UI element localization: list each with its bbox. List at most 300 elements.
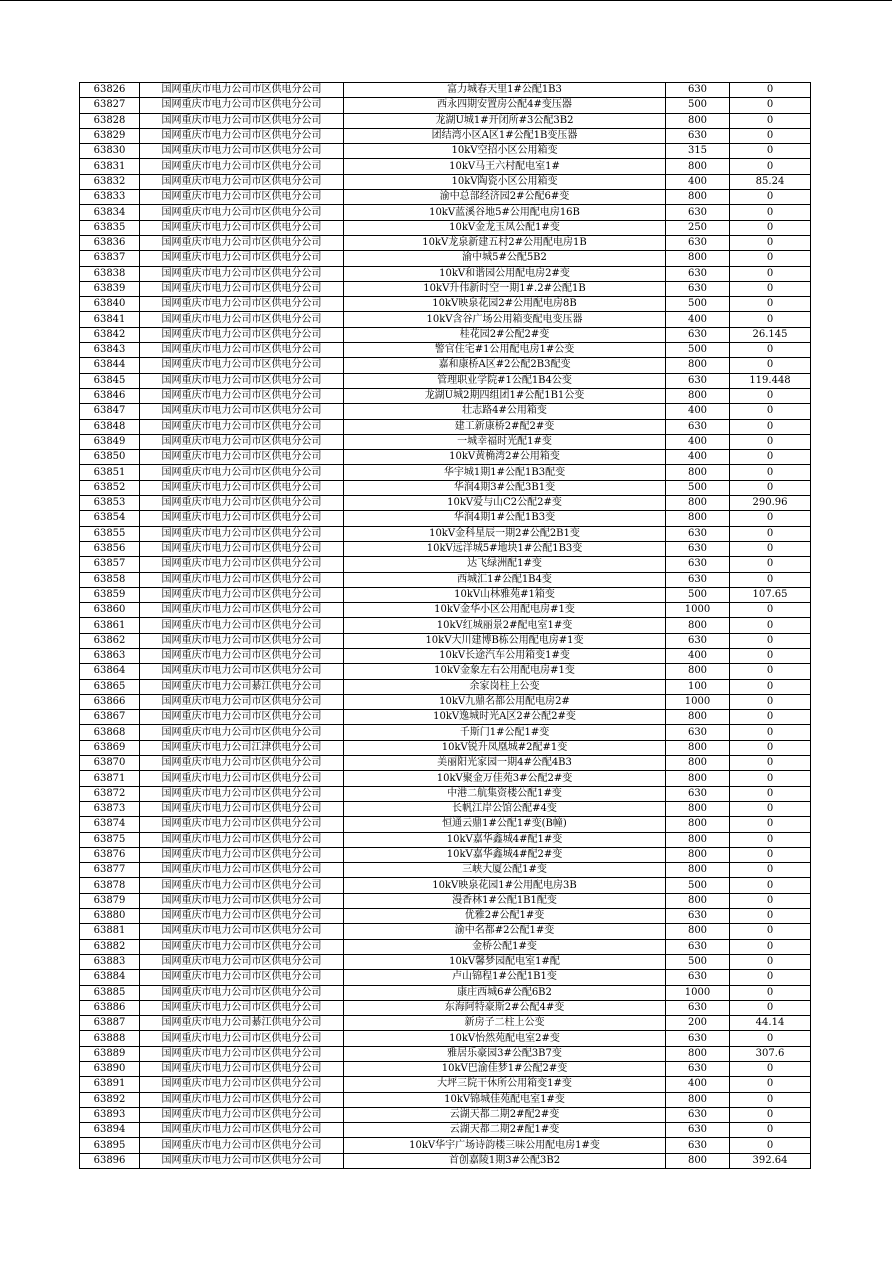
value-cell: 0 <box>730 159 811 174</box>
value-cell: 0 <box>730 465 811 480</box>
company-cell: 国网重庆市电力公司市区供电分公司 <box>140 419 344 434</box>
table-row <box>80 327 811 342</box>
capacity-cell: 800 <box>666 388 730 403</box>
transformer-name-cell: 10kV逸城时光A区2#公配2#变 <box>344 710 666 725</box>
transformer-name-cell: 10kV锐升凤凰城#2配#1变 <box>344 740 666 755</box>
table-row <box>80 633 811 648</box>
row-id-cell: 63882 <box>80 939 140 954</box>
capacity-cell: 800 <box>666 664 730 679</box>
value-cell: 0 <box>730 710 811 725</box>
row-id-cell: 63853 <box>80 496 140 511</box>
table-row <box>80 526 811 541</box>
company-cell: 国网重庆市电力公司市区供电分公司 <box>140 1153 344 1168</box>
row-id-cell: 63863 <box>80 648 140 663</box>
capacity-cell: 400 <box>666 1077 730 1092</box>
capacity-cell: 500 <box>666 297 730 312</box>
value-cell: 0 <box>730 388 811 403</box>
transformer-name-cell: 团结湾小区A区1#公配1B变压器 <box>344 128 666 143</box>
row-id-cell: 63871 <box>80 771 140 786</box>
capacity-cell: 800 <box>666 832 730 847</box>
capacity-cell: 800 <box>666 710 730 725</box>
row-id-cell: 63869 <box>80 740 140 755</box>
row-id-cell: 63835 <box>80 220 140 235</box>
row-id-cell: 63868 <box>80 725 140 740</box>
transformer-name-cell: 渝中城5#公配5B2 <box>344 251 666 266</box>
value-cell: 0 <box>730 648 811 663</box>
company-cell: 国网重庆市电力公司市区供电分公司 <box>140 144 344 159</box>
capacity-cell: 800 <box>666 1092 730 1107</box>
transformer-name-cell: 10kV爱与山C2公配2#变 <box>344 496 666 511</box>
company-cell: 国网重庆市电力公司市区供电分公司 <box>140 893 344 908</box>
table-row <box>80 863 811 878</box>
row-id-cell: 63840 <box>80 297 140 312</box>
table-row <box>80 1062 811 1077</box>
row-id-cell: 63889 <box>80 1046 140 1061</box>
table-row <box>80 587 811 602</box>
transformer-name-cell: 优雅2#公配1#变 <box>344 909 666 924</box>
company-cell: 国网重庆市电力公司市区供电分公司 <box>140 205 344 220</box>
table-row <box>80 725 811 740</box>
table-row <box>80 159 811 174</box>
row-id-cell: 63831 <box>80 159 140 174</box>
table-row <box>80 388 811 403</box>
transformer-name-cell: 西永四期安置房公配4#变压器 <box>344 98 666 113</box>
table-row <box>80 266 811 281</box>
value-cell: 0 <box>730 113 811 128</box>
value-cell: 0 <box>730 909 811 924</box>
company-cell: 国网重庆市电力公司市区供电分公司 <box>140 970 344 985</box>
transformer-name-cell: 10kV金龙玉凤公配1#变 <box>344 220 666 235</box>
table-row <box>80 801 811 816</box>
value-cell: 0 <box>730 190 811 205</box>
transformer-name-cell: 华润4期1#公配1B3变 <box>344 511 666 526</box>
transformer-name-cell: 10kV馨梦园配电室1#配 <box>344 954 666 969</box>
value-cell: 0 <box>730 618 811 633</box>
row-id-cell: 63896 <box>80 1153 140 1168</box>
company-cell: 国网重庆市电力公司市区供电分公司 <box>140 434 344 449</box>
value-cell: 0 <box>730 939 811 954</box>
company-cell: 国网重庆市电力公司市区供电分公司 <box>140 281 344 296</box>
transformer-name-cell: 康庄西城6#公配6B2 <box>344 985 666 1000</box>
table-row <box>80 1138 811 1153</box>
table-row <box>80 1153 811 1168</box>
value-cell: 0 <box>730 434 811 449</box>
row-id-cell: 63878 <box>80 878 140 893</box>
row-id-cell: 63870 <box>80 756 140 771</box>
capacity-cell: 500 <box>666 98 730 113</box>
capacity-cell: 800 <box>666 1046 730 1061</box>
capacity-cell: 630 <box>666 419 730 434</box>
capacity-cell: 800 <box>666 496 730 511</box>
capacity-cell: 500 <box>666 480 730 495</box>
company-cell: 国网重庆市电力公司市区供电分公司 <box>140 496 344 511</box>
capacity-cell: 800 <box>666 159 730 174</box>
row-id-cell: 63836 <box>80 235 140 250</box>
value-cell: 0 <box>730 924 811 939</box>
transformer-name-cell: 10kV含谷广场公用箱变配电变压器 <box>344 312 666 327</box>
value-cell: 0 <box>730 557 811 572</box>
company-cell: 国网重庆市电力公司市区供电分公司 <box>140 1046 344 1061</box>
capacity-cell: 800 <box>666 190 730 205</box>
value-cell: 0 <box>730 786 811 801</box>
capacity-cell: 315 <box>666 144 730 159</box>
value-cell: 0 <box>730 572 811 587</box>
table-row <box>80 434 811 449</box>
capacity-cell: 1000 <box>666 985 730 1000</box>
company-cell: 国网重庆市电力公司市区供电分公司 <box>140 1031 344 1046</box>
transformer-name-cell: 东海阿特豪斯2#公配4#变 <box>344 1000 666 1015</box>
row-id-cell: 63852 <box>80 480 140 495</box>
transformer-table <box>79 82 811 1169</box>
value-cell: 0 <box>730 1062 811 1077</box>
value-cell: 0 <box>730 281 811 296</box>
transformer-name-cell: 余家岗柱上公变 <box>344 679 666 694</box>
transformer-name-cell: 龙湖U城1#开闭所#3公配3B2 <box>344 113 666 128</box>
transformer-name-cell: 10kV嘉华鑫城4#配2#变 <box>344 847 666 862</box>
transformer-name-cell: 渝中名都#2公配1#变 <box>344 924 666 939</box>
company-cell: 国网重庆市电力公司市区供电分公司 <box>140 786 344 801</box>
row-id-cell: 63860 <box>80 603 140 618</box>
capacity-cell: 800 <box>666 801 730 816</box>
row-id-cell: 63827 <box>80 98 140 113</box>
value-cell: 0 <box>730 450 811 465</box>
row-id-cell: 63881 <box>80 924 140 939</box>
table-row <box>80 113 811 128</box>
transformer-name-cell: 10kV红城丽景2#配电室1#变 <box>344 618 666 633</box>
table-row <box>80 786 811 801</box>
company-cell: 国网重庆市电力公司市区供电分公司 <box>140 801 344 816</box>
transformer-name-cell: 渝中总部经济园2#公配6#变 <box>344 190 666 205</box>
table-row <box>80 847 811 862</box>
value-cell: 290.96 <box>730 496 811 511</box>
value-cell: 0 <box>730 343 811 358</box>
table-row <box>80 817 811 832</box>
value-cell: 0 <box>730 297 811 312</box>
table-row <box>80 648 811 663</box>
transformer-name-cell: 桂花园2#公配2#变 <box>344 327 666 342</box>
row-id-cell: 63883 <box>80 954 140 969</box>
row-id-cell: 63867 <box>80 710 140 725</box>
capacity-cell: 800 <box>666 618 730 633</box>
capacity-cell: 630 <box>666 557 730 572</box>
table-row <box>80 373 811 388</box>
company-cell: 国网重庆市电力公司市区供电分公司 <box>140 909 344 924</box>
row-id-cell: 63886 <box>80 1000 140 1015</box>
table-row <box>80 893 811 908</box>
capacity-cell: 200 <box>666 1016 730 1031</box>
value-cell: 0 <box>730 526 811 541</box>
value-cell: 0 <box>730 220 811 235</box>
table-row <box>80 1077 811 1092</box>
row-id-cell: 63856 <box>80 541 140 556</box>
transformer-name-cell: 美丽阳光家园一期4#公配4B3 <box>344 756 666 771</box>
table-row <box>80 128 811 143</box>
capacity-cell: 400 <box>666 312 730 327</box>
row-id-cell: 63845 <box>80 373 140 388</box>
table-row <box>80 281 811 296</box>
table-row <box>80 419 811 434</box>
row-id-cell: 63888 <box>80 1031 140 1046</box>
table-row <box>80 450 811 465</box>
row-id-cell: 63846 <box>80 388 140 403</box>
row-id-cell: 63849 <box>80 434 140 449</box>
capacity-cell: 500 <box>666 343 730 358</box>
table-row <box>80 572 811 587</box>
transformer-name-cell: 10kV升伟新时空一期1#.2#公配1B <box>344 281 666 296</box>
company-cell: 国网重庆市电力公司市区供电分公司 <box>140 480 344 495</box>
table-row <box>80 694 811 709</box>
capacity-cell: 800 <box>666 113 730 128</box>
row-id-cell: 63858 <box>80 572 140 587</box>
company-cell: 国网重庆市电力公司市区供电分公司 <box>140 633 344 648</box>
row-id-cell: 63875 <box>80 832 140 847</box>
transformer-name-cell: 龙湖U城2期四组团1#公配1B1公变 <box>344 388 666 403</box>
table-row <box>80 251 811 266</box>
company-cell: 国网重庆市电力公司市区供电分公司 <box>140 1000 344 1015</box>
capacity-cell: 800 <box>666 1153 730 1168</box>
value-cell: 0 <box>730 1031 811 1046</box>
value-cell: 0 <box>730 511 811 526</box>
company-cell: 国网重庆市电力公司市区供电分公司 <box>140 1062 344 1077</box>
table-row <box>80 358 811 373</box>
transformer-name-cell: 恒通云鼎1#公配1#变(B幢) <box>344 817 666 832</box>
row-id-cell: 63876 <box>80 847 140 862</box>
capacity-cell: 800 <box>666 756 730 771</box>
value-cell: 0 <box>730 541 811 556</box>
transformer-name-cell: 首创嘉陵1期3#公配3B2 <box>344 1153 666 1168</box>
transformer-name-cell: 10kV金象左右公用配电房#1变 <box>344 664 666 679</box>
company-cell: 国网重庆市电力公司市区供电分公司 <box>140 756 344 771</box>
capacity-cell: 250 <box>666 220 730 235</box>
value-cell: 44.14 <box>730 1016 811 1031</box>
value-cell: 0 <box>730 954 811 969</box>
capacity-cell: 100 <box>666 679 730 694</box>
table-row <box>80 98 811 113</box>
row-id-cell: 63887 <box>80 1016 140 1031</box>
value-cell: 85.24 <box>730 174 811 189</box>
company-cell: 国网重庆市电力公司市区供电分公司 <box>140 190 344 205</box>
company-cell: 国网重庆市电力公司市区供电分公司 <box>140 832 344 847</box>
capacity-cell: 630 <box>666 541 730 556</box>
transformer-name-cell: 三峡大厦公配1#变 <box>344 863 666 878</box>
value-cell: 0 <box>730 863 811 878</box>
company-cell: 国网重庆市电力公司市区供电分公司 <box>140 343 344 358</box>
value-cell: 0 <box>730 312 811 327</box>
transformer-name-cell: 长帆江岸公馆公配#4变 <box>344 801 666 816</box>
company-cell: 国网重庆市电力公司市区供电分公司 <box>140 725 344 740</box>
capacity-cell: 630 <box>666 1000 730 1015</box>
value-cell: 0 <box>730 266 811 281</box>
value-cell: 26.145 <box>730 327 811 342</box>
company-cell: 国网重庆市电力公司市区供电分公司 <box>140 603 344 618</box>
transformer-name-cell: 达飞绿洲配1#变 <box>344 557 666 572</box>
transformer-name-cell: 建工新康桥2#配2#变 <box>344 419 666 434</box>
transformer-name-cell: 10kV九鼎名都公用配电房2# <box>344 694 666 709</box>
company-cell: 国网重庆市电力公司市区供电分公司 <box>140 128 344 143</box>
value-cell: 0 <box>730 98 811 113</box>
capacity-cell: 800 <box>666 893 730 908</box>
company-cell: 国网重庆市电力公司市区供电分公司 <box>140 618 344 633</box>
capacity-cell: 630 <box>666 526 730 541</box>
row-id-cell: 63844 <box>80 358 140 373</box>
company-cell: 国网重庆市电力公司市区供电分公司 <box>140 1107 344 1122</box>
transformer-name-cell: 西城汇1#公配1B4变 <box>344 572 666 587</box>
capacity-cell: 1000 <box>666 603 730 618</box>
transformer-name-cell: 10kV黄桷湾2#公用箱变 <box>344 450 666 465</box>
value-cell: 0 <box>730 1000 811 1015</box>
table-row <box>80 190 811 205</box>
value-cell: 107.65 <box>730 587 811 602</box>
capacity-cell: 630 <box>666 786 730 801</box>
transformer-name-cell: 10kV华宇广场诗韵楼三味公用配电房1#变 <box>344 1138 666 1153</box>
table-row <box>80 1092 811 1107</box>
company-cell: 国网重庆市电力公司市区供电分公司 <box>140 266 344 281</box>
company-cell: 国网重庆市电力公司市区供电分公司 <box>140 526 344 541</box>
row-id-cell: 63859 <box>80 587 140 602</box>
transformer-name-cell: 10kV长途汽车公用箱变1#变 <box>344 648 666 663</box>
table-row <box>80 832 811 847</box>
value-cell: 0 <box>730 358 811 373</box>
capacity-cell: 800 <box>666 740 730 755</box>
row-id-cell: 63893 <box>80 1107 140 1122</box>
value-cell: 0 <box>730 603 811 618</box>
company-cell: 国网重庆市电力公司市区供电分公司 <box>140 1123 344 1138</box>
capacity-cell: 800 <box>666 358 730 373</box>
row-id-cell: 63841 <box>80 312 140 327</box>
company-cell: 国网重庆市电力公司市区供电分公司 <box>140 694 344 709</box>
transformer-name-cell: 10kV和谐园公用配电房2#变 <box>344 266 666 281</box>
row-id-cell: 63829 <box>80 128 140 143</box>
capacity-cell: 1000 <box>666 694 730 709</box>
company-cell: 国网重庆市电力公司市区供电分公司 <box>140 83 344 98</box>
capacity-cell: 400 <box>666 648 730 663</box>
company-cell: 国网重庆市电力公司市区供电分公司 <box>140 985 344 1000</box>
row-id-cell: 63895 <box>80 1138 140 1153</box>
company-cell: 国网重庆市电力公司市区供电分公司 <box>140 159 344 174</box>
company-cell: 国网重庆市电力公司市区供电分公司 <box>140 939 344 954</box>
company-cell: 国网重庆市电力公司市区供电分公司 <box>140 404 344 419</box>
row-id-cell: 63826 <box>80 83 140 98</box>
transformer-name-cell: 10kV巴渝佳梦1#公配2#变 <box>344 1062 666 1077</box>
row-id-cell: 63864 <box>80 664 140 679</box>
value-cell: 0 <box>730 205 811 220</box>
company-cell: 国网重庆市电力公司市区供电分公司 <box>140 373 344 388</box>
value-cell: 0 <box>730 832 811 847</box>
row-id-cell: 63877 <box>80 863 140 878</box>
transformer-name-cell: 壮志路4#公用箱变 <box>344 404 666 419</box>
company-cell: 国网重庆市电力公司市区供电分公司 <box>140 174 344 189</box>
table-row <box>80 909 811 924</box>
capacity-cell: 630 <box>666 725 730 740</box>
table-row <box>80 312 811 327</box>
row-id-cell: 63833 <box>80 190 140 205</box>
transformer-name-cell: 管理职业学院#1公配1B4公变 <box>344 373 666 388</box>
table-row <box>80 297 811 312</box>
row-id-cell: 63879 <box>80 893 140 908</box>
capacity-cell: 800 <box>666 771 730 786</box>
table-row <box>80 1016 811 1031</box>
company-cell: 国网重庆市电力公司市区供电分公司 <box>140 954 344 969</box>
table-row <box>80 83 811 98</box>
value-cell: 0 <box>730 1123 811 1138</box>
capacity-cell: 630 <box>666 909 730 924</box>
table-row <box>80 174 811 189</box>
capacity-cell: 630 <box>666 205 730 220</box>
transformer-name-cell: 警官住宅#1公用配电房1#公变 <box>344 343 666 358</box>
table-row <box>80 618 811 633</box>
capacity-cell: 800 <box>666 863 730 878</box>
transformer-name-cell: 10kV马王六村配电室1# <box>344 159 666 174</box>
capacity-cell: 500 <box>666 587 730 602</box>
value-cell: 0 <box>730 419 811 434</box>
capacity-cell: 630 <box>666 83 730 98</box>
value-cell: 119.448 <box>730 373 811 388</box>
transformer-name-cell: 华宇城1期1#公配1B3配变 <box>344 465 666 480</box>
capacity-cell: 800 <box>666 251 730 266</box>
table-row <box>80 710 811 725</box>
company-cell: 国网重庆市电力公司市区供电分公司 <box>140 98 344 113</box>
row-id-cell: 63834 <box>80 205 140 220</box>
row-id-cell: 63880 <box>80 909 140 924</box>
value-cell: 0 <box>730 251 811 266</box>
table-body <box>80 83 811 1169</box>
transformer-name-cell: 卢山锦程1#公配1B1变 <box>344 970 666 985</box>
transformer-name-cell: 10kV金华小区公用配电房#1变 <box>344 603 666 618</box>
company-cell: 国网重庆市电力公司市区供电分公司 <box>140 924 344 939</box>
row-id-cell: 63890 <box>80 1062 140 1077</box>
value-cell: 0 <box>730 404 811 419</box>
transformer-name-cell: 大坪三院干休所公用箱变1#变 <box>344 1077 666 1092</box>
table-row <box>80 954 811 969</box>
row-id-cell: 63839 <box>80 281 140 296</box>
value-cell: 0 <box>730 771 811 786</box>
capacity-cell: 400 <box>666 434 730 449</box>
company-cell: 国网重庆市电力公司市区供电分公司 <box>140 251 344 266</box>
row-id-cell: 63850 <box>80 450 140 465</box>
transformer-name-cell: 金桥公配1#变 <box>344 939 666 954</box>
company-cell: 国网重庆市电力公司市区供电分公司 <box>140 648 344 663</box>
transformer-name-cell: 中港二航集资楼公配1#变 <box>344 786 666 801</box>
table-row <box>80 205 811 220</box>
table-row <box>80 878 811 893</box>
row-id-cell: 63862 <box>80 633 140 648</box>
capacity-cell: 630 <box>666 128 730 143</box>
transformer-name-cell: 10kV龙泉新建五村2#公用配电房1B <box>344 235 666 250</box>
capacity-cell: 400 <box>666 174 730 189</box>
table-row <box>80 1123 811 1138</box>
company-cell: 国网重庆市电力公司市区供电分公司 <box>140 557 344 572</box>
company-cell: 国网重庆市电力公司市区供电分公司 <box>140 235 344 250</box>
value-cell: 0 <box>730 985 811 1000</box>
transformer-name-cell: 一城幸福时光配1#变 <box>344 434 666 449</box>
value-cell: 0 <box>730 878 811 893</box>
value-cell: 0 <box>730 144 811 159</box>
company-cell: 国网重庆市电力公司江津供电分公司 <box>140 740 344 755</box>
company-cell: 国网重庆市电力公司市区供电分公司 <box>140 1092 344 1107</box>
capacity-cell: 630 <box>666 327 730 342</box>
capacity-cell: 630 <box>666 1138 730 1153</box>
capacity-cell: 630 <box>666 1123 730 1138</box>
transformer-name-cell: 云湖天都二期2#配2#变 <box>344 1107 666 1122</box>
company-cell: 国网重庆市电力公司市区供电分公司 <box>140 771 344 786</box>
value-cell: 0 <box>730 893 811 908</box>
table-row <box>80 679 811 694</box>
transformer-name-cell: 千斯门1#公配1#变 <box>344 725 666 740</box>
value-cell: 0 <box>730 1107 811 1122</box>
table-row <box>80 465 811 480</box>
row-id-cell: 63830 <box>80 144 140 159</box>
row-id-cell: 63874 <box>80 817 140 832</box>
